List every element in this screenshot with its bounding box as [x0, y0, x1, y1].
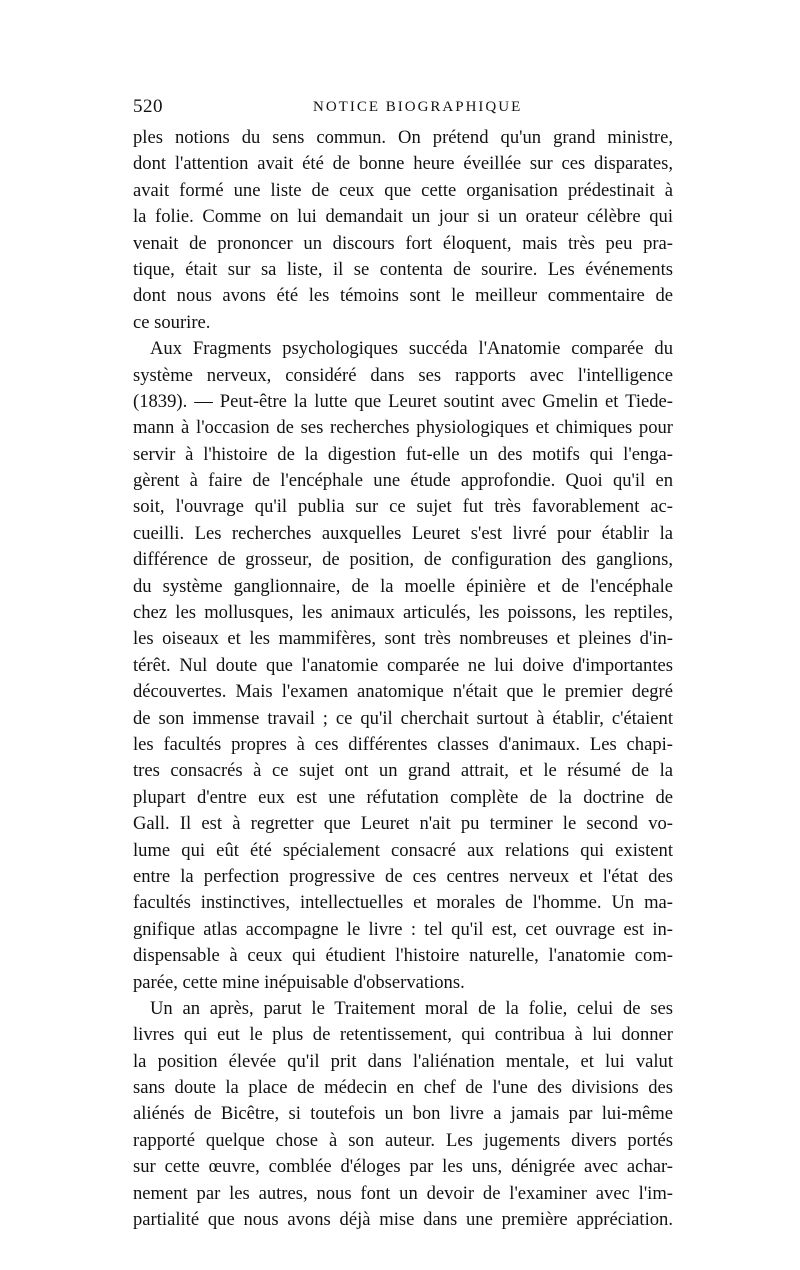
body-text [133, 125, 673, 1233]
text-line: partialité que nous avons déjà mise dans une première appréciation. [133, 1209, 673, 1231]
text-line: dispensable à ceux qui étudient l'histoire naturelle, l'anatomie com- [133, 945, 673, 967]
text-line: livres qui eut le plus de retentissement, qui contribua à lui donner [133, 1024, 673, 1046]
text-line: tres consacrés à ce sujet ont un grand attrait, et le résumé de la [133, 760, 673, 782]
text-line: mann à l'occasion de ses recherches physiologiques et chimiques pour [133, 417, 673, 439]
text-line: ples notions du sens commun. On prétend qu'un grand ministre, [133, 127, 673, 148]
text-line: Un an après, parut le Traitement moral de la folie, celui de ses [150, 997, 673, 1019]
text-line: gèrent à faire de l'encéphale une étude approfondie. Quoi qu'il en [133, 470, 673, 492]
running-title: NOTICE BIOGRAPHIQUE [313, 99, 523, 115]
text-line: sur cette œuvre, comblée d'éloges par les uns, dénigrée avec achar- [133, 1156, 673, 1178]
text-line: avait formé une liste de ceux que cette organisation prédestinait à [133, 179, 673, 201]
text-line: parée, cette mine inépuisable d'observations. [133, 971, 465, 993]
text-line: Aux Fragments psychologiques succéda l'Anatomie comparée du [150, 338, 673, 360]
text-line: découvertes. Mais l'examen anatomique n'était que le premier degré [133, 681, 673, 703]
text-line: Gall. Il est à regretter que Leuret n'ait pu terminer le second vo- [133, 813, 673, 835]
text-line: différence de grosseur, de position, de configuration des ganglions, [133, 549, 673, 571]
text-line: système nerveux, considéré dans ses rapports avec l'intelligence [133, 364, 673, 386]
page-number: 520 [133, 96, 163, 117]
text-line: facultés instinctives, intellectuelles et morales de l'homme. Un ma- [133, 892, 673, 914]
text-line: servir à l'histoire de la digestion fut-elle un des motifs qui l'enga- [133, 443, 673, 465]
text-line: lume qui eût été spécialement consacré aux relations qui existent [133, 839, 673, 861]
text-line: ce sourire. [133, 311, 211, 333]
text-line: gnifique atlas accompagne le livre : tel qu'il est, cet ouvrage est in- [133, 918, 673, 940]
text-line: dont nous avons été les témoins sont le meilleur commentaire de [133, 285, 673, 307]
text-line: du système ganglionnaire, de la moelle épinière et de l'encéphale [133, 575, 673, 597]
text-line: la position élevée qu'il prit dans l'aliénation mentale, et lui valut [133, 1050, 673, 1072]
text-line: sans doute la place de médecin en chef de l'une des divisions des [133, 1077, 673, 1099]
text-line: de son immense travail ; ce qu'il cherchait surtout à établir, c'étaient [133, 707, 673, 729]
text-line: térêt. Nul doute que l'anatomie comparée ne lui doive d'importantes [133, 654, 673, 676]
text-line: soit, l'ouvrage qu'il publia sur ce sujet fut très favorablement ac- [133, 496, 673, 518]
text-line: tique, était sur sa liste, il se contenta de sourire. Les événements [133, 258, 673, 280]
running-head [133, 96, 673, 120]
text-line: dont l'attention avait été de bonne heure éveillée sur ces disparates, [133, 153, 673, 175]
text-line: plupart d'entre eux est une réfutation complète de la doctrine de [133, 786, 673, 808]
text-line: les oiseaux et les mammifères, sont très nombreuses et pleines d'in- [133, 628, 673, 650]
text-line: entre la perfection progressive de ces centres nerveux et l'état des [133, 865, 673, 887]
text-line: nement par les autres, nous font un devoir de l'examiner avec l'im- [133, 1182, 673, 1204]
text-line: venait de prononcer un discours fort éloquent, mais très peu pra- [133, 232, 673, 254]
text-line: chez les mollusques, les animaux articulés, les poissons, les reptiles, [133, 602, 673, 624]
text-line: rapporté quelque chose à son auteur. Les jugements divers portés [133, 1129, 673, 1151]
text-line: les facultés propres à ces différentes classes d'animaux. Les chapi- [133, 733, 673, 755]
text-line: cueilli. Les recherches auxquelles Leuret s'est livré pour établir la [133, 522, 673, 544]
text-line: la folie. Comme on lui demandait un jour si un orateur célèbre qui [133, 206, 673, 228]
text-line: (1839). — Peut-être la lutte que Leuret soutint avec Gmelin et Tiede- [133, 390, 673, 412]
text-line: aliénés de Bicêtre, si toutefois un bon livre a jamais par lui-même [133, 1103, 673, 1125]
